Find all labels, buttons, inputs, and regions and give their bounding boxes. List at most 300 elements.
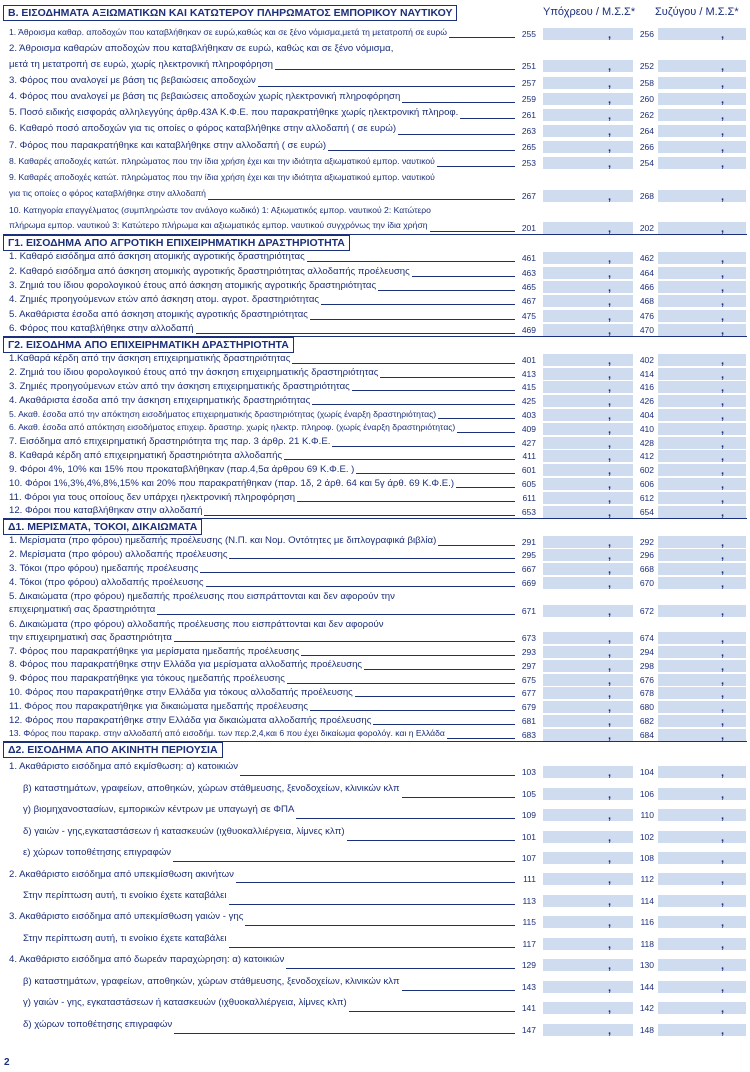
row-label-line: 3. Φόρος που αναλογεί με βάση τις βεβαιώσεις αποδοχών <box>9 74 256 86</box>
taxpayer-amount-field[interactable] <box>543 267 634 279</box>
decimal-separator: , <box>608 938 612 951</box>
taxpayer-amount-field[interactable] <box>543 938 634 950</box>
row-label <box>9 25 447 41</box>
row-label-line: 2. Ζημιά του ίδιου φορολογικού έτους από την άσκηση επιχειρηματικής δραστηριότητας <box>9 367 379 379</box>
spouse-code: 426 <box>639 396 654 407</box>
spouse-amount-field[interactable] <box>658 715 747 727</box>
taxpayer-amount-field[interactable] <box>543 354 634 366</box>
row-label-line: 4. Φόρος που αναλογεί με βάση τις βεβαιώσεις αποδοχών χωρίς ηλεκτρονική πληροφόρηση <box>9 91 401 103</box>
taxpayer-code: 257 <box>521 77 536 88</box>
section-header <box>3 742 747 757</box>
leader-line <box>430 231 515 232</box>
taxpayer-amount-field[interactable] <box>543 916 634 928</box>
taxpayer-amount-field[interactable] <box>543 563 634 575</box>
taxpayer-code: 291 <box>521 536 536 547</box>
taxpayer-amount-field[interactable] <box>543 959 634 971</box>
spouse-amount-field[interactable] <box>658 381 747 393</box>
taxpayer-amount-field[interactable] <box>543 281 634 293</box>
row-label-line: Στην περίπτωση αυτή, τι ενοίκιο έχετε καταβάλει <box>23 889 227 901</box>
taxpayer-code: 401 <box>521 354 536 365</box>
spouse-code: 464 <box>639 267 654 278</box>
row-label-line: 4. Ακαθάριστο εισόδημα από δωρεάν παραχώρηση: α) κατοικιών <box>9 954 285 966</box>
decimal-separator: , <box>721 674 725 687</box>
decimal-separator: , <box>608 77 612 90</box>
row-label-line: επιχειρηματική σας δραστηριότητα <box>9 604 156 616</box>
taxpayer-amount-field[interactable] <box>543 873 634 885</box>
leader-line <box>402 102 515 103</box>
leader-line <box>236 882 515 883</box>
leader-line <box>373 724 515 725</box>
decimal-separator: , <box>608 324 612 337</box>
taxpayer-amount-field[interactable] <box>543 674 634 686</box>
spouse-amount-field[interactable] <box>658 222 747 234</box>
decimal-separator: , <box>608 222 612 235</box>
form-row <box>3 548 747 562</box>
row-label <box>9 138 326 154</box>
leader-line <box>297 501 515 502</box>
form-row <box>3 476 747 490</box>
taxpayer-amount-field[interactable] <box>543 701 634 713</box>
taxpayer-amount-field[interactable] <box>543 409 634 421</box>
row-label <box>9 590 395 617</box>
leader-line <box>402 797 515 798</box>
row-label <box>9 203 431 234</box>
decimal-separator: , <box>721 767 725 780</box>
spouse-amount-field[interactable] <box>658 687 747 699</box>
spouse-amount-field[interactable] <box>658 93 747 105</box>
leader-line <box>204 515 515 516</box>
leader-line <box>412 276 515 277</box>
taxpayer-amount-field[interactable] <box>543 109 634 121</box>
spouse-code: 612 <box>639 492 654 503</box>
taxpayer-code: 107 <box>521 853 536 863</box>
row-label-line: 8. Καθαρά κέρδη από επιχειρηματική δραστηριότητα αλλοδαπής <box>9 450 283 462</box>
decimal-separator: , <box>721 938 725 951</box>
spouse-amount-field[interactable] <box>658 959 747 971</box>
leader-line <box>296 818 515 819</box>
row-label-line: 10. Φόρος που παρακρατήθηκε στην Ελλάδα για τόκους αλλοδαπής προέλευσης <box>9 687 353 699</box>
decimal-separator: , <box>608 253 612 266</box>
form-row <box>3 202 747 234</box>
taxpayer-amount-field[interactable] <box>543 252 634 264</box>
spouse-amount-field[interactable] <box>658 563 747 575</box>
taxpayer-code: 147 <box>521 1024 536 1035</box>
decimal-separator: , <box>608 281 612 294</box>
spouse-amount-field[interactable] <box>658 190 747 202</box>
leader-line <box>332 446 515 447</box>
spouse-code: 654 <box>639 506 654 517</box>
spouse-amount-field[interactable] <box>658 506 747 518</box>
decimal-separator: , <box>608 788 612 801</box>
decimal-separator: , <box>608 492 612 505</box>
spouse-amount-field[interactable] <box>658 252 747 264</box>
taxpayer-amount-field[interactable] <box>543 60 634 72</box>
taxpayer-code: 263 <box>521 126 536 136</box>
row-label-line: 9. Φόροι 4%, 10% και 15% που προκαταβλήθηκαν (παρ.4,5α άρθρου 69 Κ.Φ.Ε. ) <box>9 463 355 475</box>
spouse-amount-field[interactable] <box>658 1002 747 1014</box>
spouse-amount-field[interactable] <box>658 109 747 121</box>
spouse-code: 142 <box>639 1003 654 1014</box>
decimal-separator: , <box>721 550 725 563</box>
spouse-amount-field[interactable] <box>658 28 747 40</box>
decimal-separator: , <box>608 729 612 742</box>
spouse-code: 104 <box>639 767 654 778</box>
row-label <box>23 822 345 843</box>
leader-line <box>310 710 515 711</box>
taxpayer-amount-field[interactable] <box>543 831 634 843</box>
row-label-line: ε) χώρων τοποθέτησης επιγραφών <box>23 847 172 859</box>
spouse-amount-field[interactable] <box>658 77 747 89</box>
taxpayer-amount-field[interactable] <box>543 423 634 435</box>
spouse-code: 292 <box>639 536 654 547</box>
decimal-separator: , <box>608 831 612 844</box>
taxpayer-amount-field[interactable] <box>543 395 634 407</box>
form-row <box>3 800 747 821</box>
spouse-amount-field[interactable] <box>658 938 747 950</box>
taxpayer-amount-field[interactable] <box>543 157 634 169</box>
taxpayer-code: 415 <box>521 382 536 393</box>
spouse-amount-field[interactable] <box>658 310 747 322</box>
taxpayer-amount-field[interactable] <box>543 324 634 336</box>
taxpayer-amount-field[interactable] <box>543 981 634 993</box>
taxpayer-amount-field[interactable] <box>543 577 634 589</box>
taxpayer-amount-field[interactable] <box>543 715 634 727</box>
form-row <box>3 821 747 842</box>
decimal-separator: , <box>608 126 612 138</box>
spouse-code: 410 <box>639 423 654 434</box>
taxpayer-amount-field[interactable] <box>543 381 634 393</box>
spouse-amount-field[interactable] <box>658 368 747 380</box>
decimal-separator: , <box>608 564 612 577</box>
decimal-separator: , <box>608 310 612 323</box>
leader-line <box>200 572 515 573</box>
row-label-line: 6. Φόρος που καταβλήθηκε στην αλλοδαπή <box>9 323 194 335</box>
taxpayer-amount-field[interactable] <box>543 310 634 322</box>
decimal-separator: , <box>608 536 612 549</box>
decimal-separator: , <box>721 368 725 381</box>
spouse-amount-field[interactable] <box>658 437 747 449</box>
form-row <box>3 435 747 449</box>
decimal-separator: , <box>721 61 725 74</box>
taxpayer-amount-field[interactable] <box>543 506 634 518</box>
spouse-amount-field[interactable] <box>658 267 747 279</box>
taxpayer-code: 101 <box>521 831 536 842</box>
taxpayer-amount-field[interactable] <box>543 450 634 462</box>
taxpayer-amount-field[interactable] <box>543 549 634 561</box>
taxpayer-code: 117 <box>522 938 536 949</box>
spouse-amount-field[interactable] <box>658 450 747 462</box>
taxpayer-amount-field[interactable] <box>543 788 634 800</box>
spouse-amount-field[interactable] <box>658 464 747 476</box>
taxpayer-code: 463 <box>521 267 536 278</box>
spouse-amount-field[interactable] <box>658 981 747 993</box>
row-label <box>9 279 376 293</box>
row-label <box>9 435 330 448</box>
decimal-separator: , <box>608 451 612 464</box>
taxpayer-amount-field[interactable] <box>543 895 634 907</box>
leader-line <box>457 432 515 433</box>
spouse-code: 262 <box>639 109 654 120</box>
form-row <box>3 366 747 380</box>
taxpayer-amount-field[interactable] <box>543 77 634 89</box>
taxpayer-amount-field[interactable] <box>543 536 634 548</box>
taxpayer-code: 113 <box>522 895 536 906</box>
form-row <box>3 490 747 504</box>
row-label-line: για τις οποίες ο φόρος καταβλήθηκε στην αλλοδαπή <box>9 187 206 198</box>
decimal-separator: , <box>608 382 612 395</box>
taxpayer-code: 295 <box>521 550 536 561</box>
spouse-amount-field[interactable] <box>658 895 747 907</box>
taxpayer-amount-field[interactable] <box>543 368 634 380</box>
spouse-code: 116 <box>640 917 654 928</box>
form-row <box>3 589 747 617</box>
leader-line <box>402 990 515 991</box>
taxpayer-code: 679 <box>521 702 536 713</box>
decimal-separator: , <box>721 646 725 659</box>
taxpayer-code: 611 <box>522 492 536 503</box>
decimal-separator: , <box>608 296 612 309</box>
form-row <box>3 843 747 864</box>
decimal-separator: , <box>721 506 725 519</box>
row-label-line: πλήρωμα εμπορ. ναυτικού 3: Κατώτερο πλήρωμα και αξιωματικός εμπορ. ναυτικού συγχρόνως την ίδια χρήση <box>9 220 428 231</box>
spouse-code: 684 <box>639 729 654 740</box>
form-row <box>3 778 747 799</box>
taxpayer-code: 427 <box>521 437 536 448</box>
spouse-amount-field[interactable] <box>658 632 747 644</box>
taxpayer-amount-field[interactable] <box>543 141 634 153</box>
form-row <box>3 644 747 658</box>
row-label-line: δ) γαιών - γης,εγκαταστάσεων ή κατασκευών (ιχθυοκαλλιέργεια, λίμνες κλπ) <box>23 825 345 837</box>
form-row <box>3 1014 747 1035</box>
leader-line <box>284 459 515 460</box>
taxpayer-amount-field[interactable] <box>543 1002 634 1014</box>
row-label <box>9 421 455 434</box>
taxpayer-amount-field[interactable] <box>543 437 634 449</box>
row-label <box>9 727 445 740</box>
leader-line <box>449 37 515 38</box>
spouse-amount-field[interactable] <box>658 852 747 864</box>
row-label-line: 3. Ακαθάριστο εισόδημα από υπεκμίσθωση γαιών - γης <box>9 911 244 923</box>
decimal-separator: , <box>721 660 725 673</box>
spouse-amount-field[interactable] <box>658 549 747 561</box>
taxpayer-amount-field[interactable] <box>543 660 634 672</box>
spouse-amount-field[interactable] <box>658 1024 747 1036</box>
decimal-separator: , <box>608 368 612 381</box>
row-label-line: 4. Ακαθάριστα έσοδα από την άσκηση επιχειρηματικής δραστηριότητας <box>9 394 311 406</box>
taxpayer-amount-field[interactable] <box>543 28 634 40</box>
row-label <box>9 352 290 365</box>
decimal-separator: , <box>608 190 612 203</box>
taxpayer-amount-field[interactable] <box>543 766 634 778</box>
spouse-amount-field[interactable] <box>658 536 747 548</box>
row-label <box>9 170 435 201</box>
leader-line <box>310 319 515 320</box>
decimal-separator: , <box>721 296 725 309</box>
taxpayer-code: 675 <box>521 674 536 685</box>
spouse-code: 268 <box>639 190 654 201</box>
row-label <box>23 929 227 950</box>
decimal-separator: , <box>608 767 612 780</box>
row-label-line: 2. Ακαθάριστο εισόδημα από υπεκμίσθωση ακινήτων <box>9 868 234 880</box>
form-row <box>3 534 747 548</box>
taxpayer-code: 261 <box>521 109 536 120</box>
row-label <box>9 308 308 322</box>
spouse-amount-field[interactable] <box>658 60 747 72</box>
row-label <box>9 686 353 699</box>
spouse-amount-field[interactable] <box>658 577 747 589</box>
taxpayer-code: 255 <box>521 29 536 40</box>
taxpayer-amount-field[interactable] <box>543 492 634 504</box>
decimal-separator: , <box>721 895 725 908</box>
leader-line <box>258 86 515 87</box>
decimal-separator: , <box>721 142 725 155</box>
row-label-line: 6. Δικαιώματα (προ φόρου) αλλοδαπής προέλευσης που εισπράττονται και δεν αφορούν <box>9 618 384 630</box>
row-label <box>23 779 400 800</box>
leader-line <box>328 150 515 151</box>
row-label-line: την επιχειρηματική σας δραστηριότητα <box>9 631 172 643</box>
spouse-code: 466 <box>639 281 654 292</box>
section-title: Β. ΕΙΣΟΔΗΜΑΤΑ ΑΞΙΩΜΑΤΙΚΩΝ ΚΑΙ ΚΑΤΩΤΕΡΟΥ ΠΛΗΡΩΜΑΤΟΣ ΕΜΠΟΡΙΚΟΥ ΝΑΥΤΙΚΟΥ <box>3 5 457 21</box>
spouse-amount-field[interactable] <box>658 478 747 490</box>
spouse-amount-field[interactable] <box>658 141 747 153</box>
decimal-separator: , <box>608 354 612 367</box>
spouse-amount-field[interactable] <box>658 295 747 307</box>
spouse-code: 114 <box>640 895 654 906</box>
form-row <box>3 24 747 40</box>
taxpayer-amount-field[interactable] <box>543 125 634 137</box>
leader-line <box>356 473 515 474</box>
spouse-amount-field[interactable] <box>658 674 747 686</box>
leader-line <box>438 418 515 419</box>
spouse-code: 668 <box>639 564 654 575</box>
spouse-amount-field[interactable] <box>658 809 747 821</box>
row-label-line: 8. Φόρος που παρακρατήθηκε στην Ελλάδα για μερίσματα αλλοδαπής προέλευσης <box>9 659 363 671</box>
taxpayer-amount-field[interactable] <box>543 190 634 202</box>
taxpayer-amount-field[interactable] <box>543 222 634 234</box>
taxpayer-amount-field[interactable] <box>543 605 634 617</box>
spouse-code: 118 <box>640 938 654 949</box>
spouse-code: 264 <box>639 126 654 136</box>
spouse-amount-field[interactable] <box>658 729 747 741</box>
row-label <box>9 366 378 379</box>
taxpayer-amount-field[interactable] <box>543 295 634 307</box>
spouse-amount-field[interactable] <box>658 157 747 169</box>
taxpayer-column-header: Υπόχρεου / Μ.Σ.Σ* <box>543 6 636 18</box>
spouse-amount-field[interactable] <box>658 409 747 421</box>
form-section <box>3 518 747 741</box>
spouse-amount-field[interactable] <box>658 916 747 928</box>
taxpayer-amount-field[interactable] <box>543 632 634 644</box>
spouse-amount-field[interactable] <box>658 125 747 137</box>
taxpayer-amount-field[interactable] <box>543 729 634 741</box>
taxpayer-code: 605 <box>521 479 536 490</box>
leader-line <box>460 118 515 119</box>
decimal-separator: , <box>608 465 612 478</box>
spouse-amount-field[interactable] <box>658 492 747 504</box>
spouse-amount-field[interactable] <box>658 423 747 435</box>
decimal-separator: , <box>608 423 612 436</box>
row-label-line: 3. Ζημιά του ίδιου φορολογικού έτους από άσκηση ατομικής αγροτικής δραστηριότητας <box>9 280 377 292</box>
decimal-separator: , <box>721 479 725 492</box>
leader-line <box>438 545 515 546</box>
form-row <box>3 885 747 906</box>
row-label <box>9 394 310 407</box>
taxpayer-amount-field[interactable] <box>543 93 634 105</box>
taxpayer-amount-field[interactable] <box>543 1024 634 1036</box>
taxpayer-amount-field[interactable] <box>543 646 634 658</box>
form-section <box>3 741 747 1036</box>
form-row <box>3 449 747 463</box>
spouse-code: 404 <box>639 409 654 420</box>
spouse-amount-field[interactable] <box>658 354 747 366</box>
spouse-amount-field[interactable] <box>658 660 747 672</box>
form-row <box>3 672 747 686</box>
decimal-separator: , <box>721 633 725 646</box>
spouse-amount-field[interactable] <box>658 646 747 658</box>
spouse-amount-field[interactable] <box>658 873 747 885</box>
form-row <box>3 971 747 992</box>
spouse-code: 144 <box>639 981 654 992</box>
row-label-line: 8. Καθαρές αποδοχές κατώτ. πληρώματος που την ίδια χρήση έχει και την ιδιότητα αξιωματικού εμπορ. ναυτικού <box>9 155 435 166</box>
decimal-separator: , <box>721 536 725 549</box>
spouse-code: 106 <box>639 788 654 799</box>
row-label-line: β) καταστημάτων, γραφείων, αποθηκών, χώρων στάθμευσης, ξενοδοχείων, κλινικών κλπ <box>23 975 400 987</box>
decimal-separator: , <box>721 158 725 171</box>
row-label-line: 13. Φόρος που παρακρ. στην αλλοδαπή από εισοδήμ. των περ.2,4,και 6 που έχει δικαίωμα φορολόγ. και η Ελλάδα <box>9 728 445 739</box>
taxpayer-amount-field[interactable] <box>543 687 634 699</box>
row-label-line: Στην περίπτωση αυτή, τι ενοίκιο έχετε καταβάλει <box>23 932 227 944</box>
spouse-amount-field[interactable] <box>658 701 747 713</box>
section-title: Γ2. ΕΙΣΟΔΗΜΑ ΑΠΟ ΕΠΙΧΕΙΡΗΜΑΤΙΚΗ ΔΡΑΣΤΗΡΙΟΤΗΤΑ <box>3 337 294 353</box>
leader-line <box>378 290 515 291</box>
taxpayer-code: 425 <box>521 396 536 407</box>
decimal-separator: , <box>608 506 612 519</box>
spouse-amount-field[interactable] <box>658 831 747 843</box>
decimal-separator: , <box>608 674 612 687</box>
leader-line <box>347 840 515 841</box>
decimal-separator: , <box>721 437 725 450</box>
row-label-line: 2. Μερίσματα (προ φόρου) αλλοδαπής προέλευσης <box>9 549 228 561</box>
spouse-amount-field[interactable] <box>658 766 747 778</box>
leader-line <box>173 861 515 862</box>
spouse-amount-field[interactable] <box>658 605 747 617</box>
form-row <box>3 757 747 778</box>
spouse-amount-field[interactable] <box>658 324 747 336</box>
row-label-line: 2. Άθροισμα καθαρών αποδοχών που καταβλήθηκαν σε ευρώ, καθώς και σε ξένο νόμισμα, <box>9 43 394 55</box>
spouse-code: 112 <box>640 874 654 885</box>
row-label <box>9 154 435 170</box>
taxpayer-amount-field[interactable] <box>543 852 634 864</box>
taxpayer-amount-field[interactable] <box>543 478 634 490</box>
spouse-amount-field[interactable] <box>658 788 747 800</box>
taxpayer-code: 403 <box>521 409 536 420</box>
section-header <box>3 337 747 352</box>
row-label-line: 7. Φόρος που παρακρατήθηκε για μερίσματα ημεδαπής προέλευσης <box>9 645 300 657</box>
taxpayer-amount-field[interactable] <box>543 464 634 476</box>
taxpayer-code: 141 <box>521 1003 536 1014</box>
decimal-separator: , <box>608 437 612 450</box>
form-row <box>3 658 747 672</box>
row-label-line: 5. Ακαθ. έσοδα από την απόκτηση εισοδήματος επιχειρηματικής δραστηριότητας (χωρίς έναρξη δραστηριότητας) <box>9 408 437 419</box>
spouse-amount-field[interactable] <box>658 395 747 407</box>
taxpayer-code: 115 <box>522 917 536 928</box>
row-label <box>9 757 238 778</box>
taxpayer-code: 267 <box>521 190 536 201</box>
spouse-code: 402 <box>639 354 654 365</box>
row-label <box>9 293 319 307</box>
taxpayer-amount-field[interactable] <box>543 809 634 821</box>
spouse-amount-field[interactable] <box>658 281 747 293</box>
